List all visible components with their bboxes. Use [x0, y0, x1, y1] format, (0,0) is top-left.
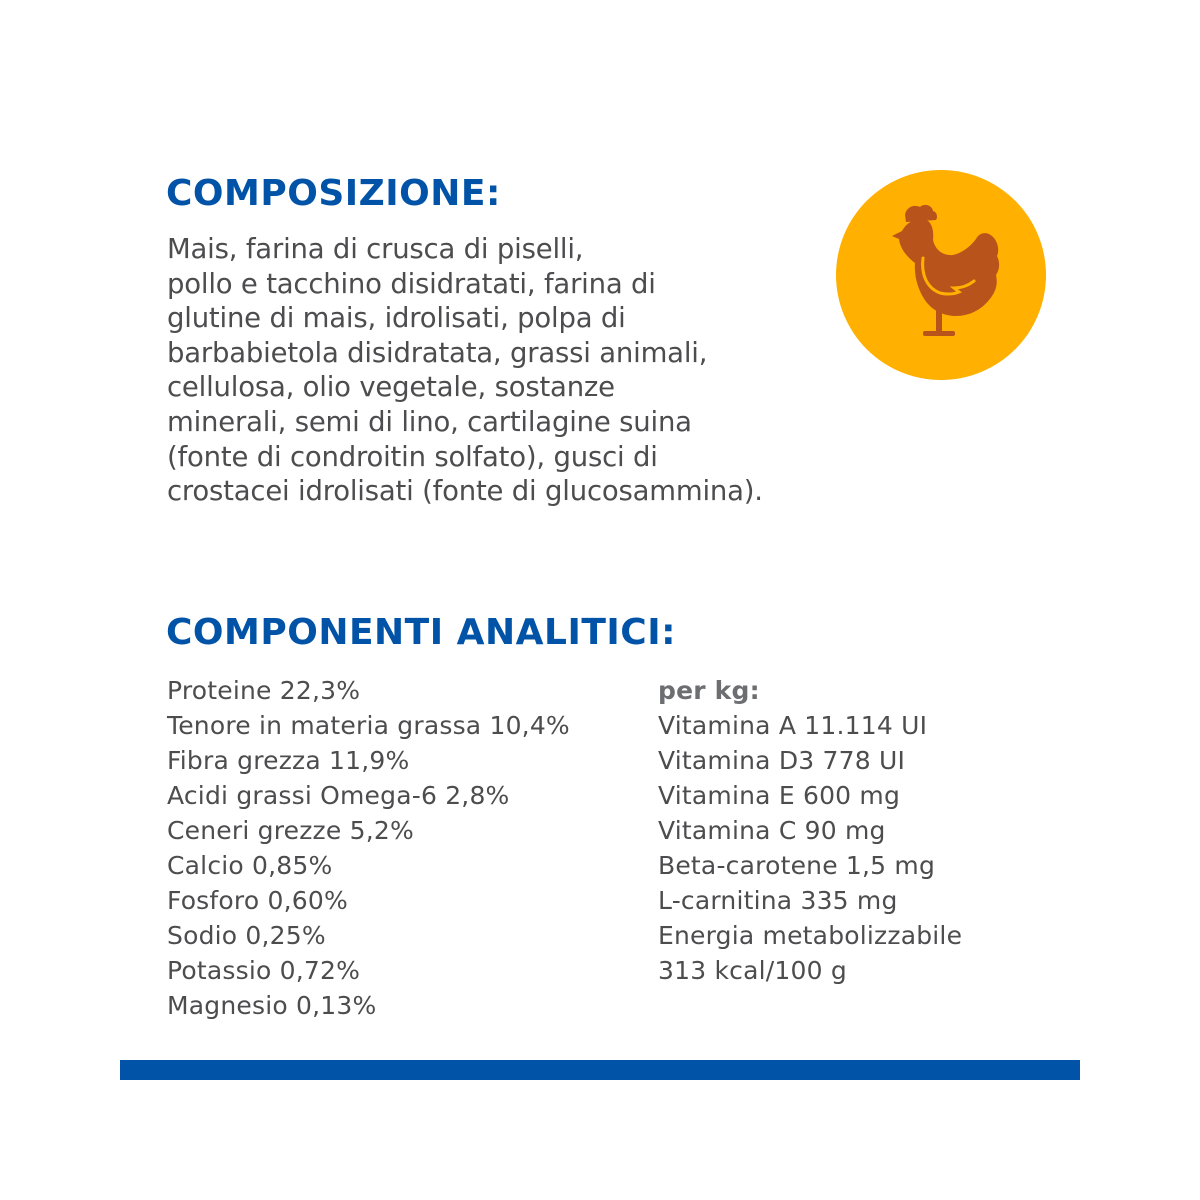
analytic-item: Ceneri grezze 5,2% [167, 816, 414, 845]
per-kg-item: Energia metabolizzabile [658, 921, 963, 950]
analytic-item: Tenore in materia grassa 10,4% [167, 711, 570, 740]
per-kg-item: Vitamina A 11.114 UI [658, 711, 928, 740]
footer-divider-bar [120, 1060, 1080, 1080]
analytic-item: Acidi grassi Omega-6 2,8% [167, 781, 510, 810]
per-kg-item: L-carnitina 335 mg [658, 886, 898, 915]
composition-line: minerali, semi di lino, cartilagine suina [167, 405, 692, 438]
analytic-item: Calcio 0,85% [167, 851, 333, 880]
analytics-percent-list [167, 673, 570, 1023]
analytic-item: Proteine 22,3% [167, 676, 361, 705]
per-kg-label: per kg: [658, 676, 760, 705]
analytics-heading: COMPONENTI ANALITICI: [166, 612, 677, 653]
composition-text [167, 232, 867, 509]
composition-line: (fonte di condroitin solfato), gusci di [167, 440, 658, 473]
analytic-item: Magnesio 0,13% [167, 991, 377, 1020]
per-kg-item: 313 kcal/100 g [658, 956, 847, 985]
per-kg-item: Vitamina C 90 mg [658, 816, 886, 845]
per-kg-item: Vitamina D3 778 UI [658, 746, 906, 775]
composition-line: pollo e tacchino disidratati, farina di [167, 267, 656, 300]
analytic-item: Potassio 0,72% [167, 956, 361, 985]
chicken-icon [836, 170, 1046, 380]
per-kg-item: Vitamina E 600 mg [658, 781, 901, 810]
composition-line: glutine di mais, idrolisati, polpa di [167, 302, 626, 335]
analytic-item: Fosforo 0,60% [167, 886, 348, 915]
analytics-per-kg-list [658, 673, 962, 988]
composition-heading: COMPOSIZIONE: [166, 173, 501, 214]
per-kg-item: Beta-carotene 1,5 mg [658, 851, 936, 880]
composition-line: barbabietola disidratata, grassi animali, [167, 336, 708, 369]
composition-line: crostacei idrolisati (fonte di glucosammina). [167, 475, 763, 508]
composition-line: Mais, farina di crusca di piselli, [167, 233, 584, 265]
analytic-item: Fibra grezza 11,9% [167, 746, 410, 775]
analytic-item: Sodio 0,25% [167, 921, 326, 950]
composition-line: cellulosa, olio vegetale, sostanze [167, 371, 615, 404]
